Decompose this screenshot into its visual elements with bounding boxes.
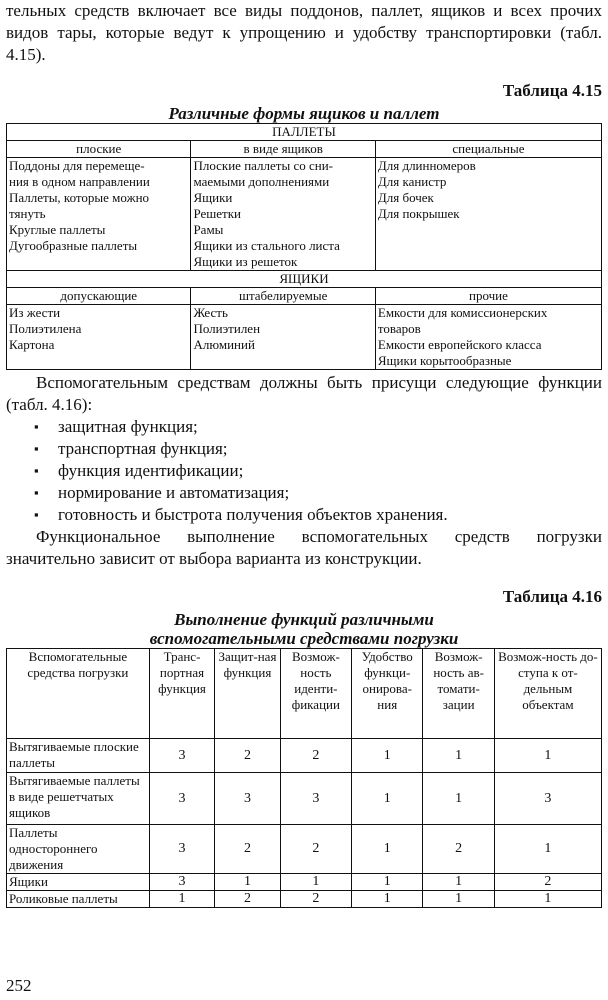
row-label: Вытягиваемые паллеты в виде решетчатых ящиков	[7, 773, 150, 825]
paragraph-functions: Вспомогательным средствам должны быть присущи следующие функции (табл. 4.16):	[6, 373, 602, 414]
table-cell: Для бочек	[375, 190, 601, 206]
table-cell: Полиэтилен	[191, 321, 375, 337]
table-cell: Жесть	[191, 305, 375, 322]
list-item: ▪ транспортная функция;	[34, 438, 602, 460]
table-row	[7, 773, 602, 825]
table-col-header: Возмож-ность иденти-фикации	[280, 649, 351, 739]
table-cell: Паллеты, которые можно	[7, 190, 191, 206]
table-row	[7, 874, 602, 891]
row-label: Паллеты одностороннего движения	[7, 825, 150, 874]
table-cell: 3	[149, 874, 214, 891]
table-cell: 1	[423, 739, 494, 773]
row-label: Вытягиваемые плоские паллеты	[7, 739, 150, 773]
table-cell: 2	[280, 891, 351, 908]
table-4-15-caption: Таблица 4.15	[502, 81, 602, 100]
table-cell	[375, 238, 601, 254]
list-item: ▪ нормирование и автоматизация;	[34, 482, 602, 504]
table-col-header: специальные	[375, 141, 601, 158]
table-row	[7, 321, 602, 337]
table-row	[7, 206, 602, 222]
table-col-header: Возмож-ность ав-томати-зации	[423, 649, 494, 739]
table-cell: 1	[423, 773, 494, 825]
table-cell: 3	[149, 773, 214, 825]
table-cell: 1	[352, 773, 423, 825]
table-cell: Дугообразные паллеты	[7, 238, 191, 254]
table-cell: 3	[494, 773, 601, 825]
table-cell: 1	[494, 891, 601, 908]
table-cell: 2	[280, 825, 351, 874]
row-label: Роликовые паллеты	[7, 891, 150, 908]
table-col-header: в виде ящиков	[191, 141, 375, 158]
table-col-header: Удобство функци-онирова-ния	[352, 649, 423, 739]
table-col-header: допускающие	[7, 288, 191, 305]
table-cell: 1	[280, 874, 351, 891]
table-row	[7, 222, 602, 238]
table-4-16-title-line1: Выполнение функций различными	[174, 610, 434, 629]
table-group-header: ЯЩИКИ	[7, 271, 602, 288]
table-col-header: Вспомогательные средства погрузки	[7, 649, 150, 739]
table-cell: 2	[280, 739, 351, 773]
table-row	[7, 337, 602, 353]
table-cell: 1	[352, 874, 423, 891]
table-cell: 2	[215, 891, 280, 908]
table-cell: Емкости европейского класса	[375, 337, 601, 353]
table-cell: Плоские паллеты со сни-	[191, 158, 375, 175]
table-cell	[375, 254, 601, 271]
table-row	[7, 174, 602, 190]
table-cell: маемыми дополнениями	[191, 174, 375, 190]
table-row	[7, 825, 602, 874]
table-cell: 1	[352, 891, 423, 908]
table-cell: ния в одном направлении	[7, 174, 191, 190]
table-cell: Для канистр	[375, 174, 601, 190]
table-row	[7, 305, 602, 322]
list-item: ▪ защитная функция;	[34, 416, 602, 438]
table-cell: 2	[494, 874, 601, 891]
table-cell: Круглые паллеты	[7, 222, 191, 238]
table-cell: Для длинномеров	[375, 158, 601, 175]
table-cell: 1	[494, 825, 601, 874]
table-cell: Алюминий	[191, 337, 375, 353]
table-4-16-title-line2: вспомогательными средствами погрузки	[149, 629, 459, 648]
table-4-16	[6, 648, 602, 908]
table-cell: Из жести	[7, 305, 191, 322]
table-cell: 3	[215, 773, 280, 825]
table-row	[7, 190, 602, 206]
table-row	[7, 891, 602, 908]
table-cell: Рамы	[191, 222, 375, 238]
table-cell	[7, 353, 191, 370]
table-col-header: Защит-ная функция	[215, 649, 280, 739]
table-4-16-caption: Таблица 4.16	[502, 587, 602, 606]
table-cell: 2	[215, 825, 280, 874]
table-cell: 1	[352, 739, 423, 773]
table-cell: 1	[352, 825, 423, 874]
table-row	[7, 353, 602, 370]
table-col-header: Возмож-ность до-ступа к от-дельным объектам	[494, 649, 601, 739]
functions-list	[6, 416, 602, 526]
table-cell	[191, 353, 375, 370]
table-cell: Для покрышек	[375, 206, 601, 222]
table-cell: Ящики из решеток	[191, 254, 375, 271]
table-cell: Емкости для комиссионерских	[375, 305, 601, 322]
table-row	[7, 238, 602, 254]
table-group-header: ПАЛЛЕТЫ	[7, 124, 602, 141]
table-cell: Поддоны для перемеще-	[7, 158, 191, 175]
table-col-header: прочие	[375, 288, 601, 305]
list-item: ▪ функция идентификации;	[34, 460, 602, 482]
table-cell: Ящики корытообразные	[375, 353, 601, 370]
table-cell: 2	[423, 825, 494, 874]
table-cell: 1	[149, 891, 214, 908]
table-row	[7, 158, 602, 175]
table-cell: Решетки	[191, 206, 375, 222]
table-cell: 1	[494, 739, 601, 773]
table-cell: 3	[280, 773, 351, 825]
table-cell	[7, 254, 191, 271]
table-col-header: плоские	[7, 141, 191, 158]
table-cell: 1	[423, 891, 494, 908]
table-cell: 3	[149, 739, 214, 773]
table-cell: 3	[149, 825, 214, 874]
table-col-header: штабелируемые	[191, 288, 375, 305]
list-item: ▪ готовность и быстрота получения объектов хранения.	[34, 504, 602, 526]
paragraph-intro: тельных средств включает все виды поддонов, паллет, ящиков и всех прочих видов тары, которые ведут к упрощению и удобству транспортировки (табл. 4.15).	[6, 1, 602, 64]
table-cell: товаров	[375, 321, 601, 337]
table-cell: Ящики из стального листа	[191, 238, 375, 254]
table-cell	[375, 222, 601, 238]
table-4-15-title: Различные формы ящиков и паллет	[168, 104, 440, 123]
table-cell: Картона	[7, 337, 191, 353]
table-col-header: Транс-портная функция	[149, 649, 214, 739]
table-cell: Полиэтилена	[7, 321, 191, 337]
page-number: 252	[6, 976, 32, 995]
row-label: Ящики	[7, 874, 150, 891]
table-4-15	[6, 123, 602, 370]
table-row	[7, 739, 602, 773]
table-cell: 1	[423, 874, 494, 891]
table-cell: тянуть	[7, 206, 191, 222]
table-cell: 1	[215, 874, 280, 891]
table-row	[7, 254, 602, 271]
table-cell: 2	[215, 739, 280, 773]
paragraph-construction: Функциональное выполнение вспомогательных средств погрузки значительно зависит от выбора варианта из конструкции.	[6, 527, 602, 568]
table-cell: Ящики	[191, 190, 375, 206]
